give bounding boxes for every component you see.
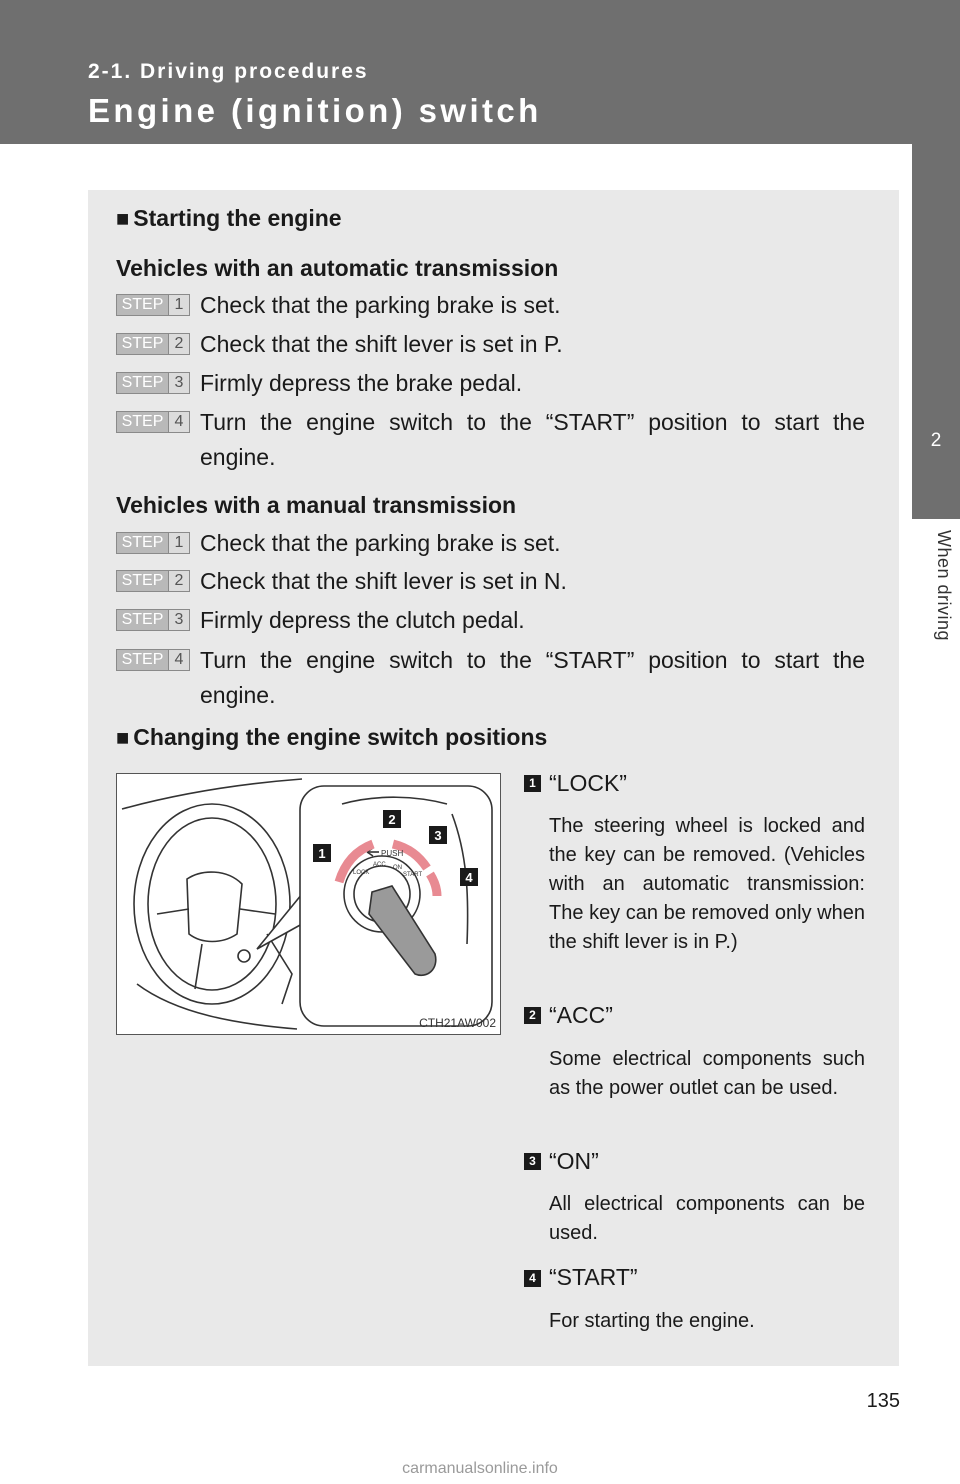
square-bullet-icon: ■ [116, 206, 130, 231]
position-name: “LOCK” [549, 770, 627, 796]
position-name: “ACC” [549, 1002, 613, 1028]
step-badge: STEP 3 [116, 609, 190, 631]
step-badge: STEP 4 [116, 411, 190, 433]
position-number-badge: 3 [524, 1153, 541, 1170]
position-number-badge: 4 [524, 1270, 541, 1287]
dial-label: ON [393, 865, 402, 871]
small-keyhole [238, 950, 250, 962]
position-name: “ON” [549, 1148, 599, 1174]
step-text: Turn the engine switch to the “START” position to start the engine. [200, 409, 865, 470]
position-name: “START” [549, 1264, 638, 1290]
starting-heading [116, 205, 342, 232]
changing-heading [116, 724, 547, 751]
push-label: PUSH [381, 849, 404, 858]
manual-heading: Vehicles with a manual transmission [116, 492, 517, 518]
page-number: 135 [866, 1390, 900, 1412]
step-badge: STEP 2 [116, 570, 190, 592]
callout-number: 3 [434, 828, 442, 843]
dial-label: START [403, 872, 423, 878]
step-badge: STEP 2 [116, 333, 190, 355]
step-badge: STEP 4 [116, 649, 190, 671]
step-badge: STEP 1 [116, 532, 190, 554]
step-text: Check that the shift lever is set in P. [200, 331, 563, 357]
square-bullet-icon: ■ [116, 725, 130, 750]
page-title: Engine (ignition) switch [88, 92, 542, 129]
steering-spoke [195, 944, 202, 989]
chapter-tab[interactable] [912, 144, 960, 519]
position-number-badge: 2 [524, 1007, 541, 1024]
position-description: All electrical components can be used. [549, 1193, 865, 1244]
callout-number: 1 [318, 846, 326, 861]
dial-label: LOCK [353, 870, 370, 876]
ignition-illustration [117, 774, 499, 1033]
dial-label: ACC [373, 862, 386, 868]
position-number-badge: 1 [524, 775, 541, 792]
step-text: Turn the engine switch to the “START” position to start the engine. [200, 647, 865, 708]
chapter-tab-label: When driving [934, 530, 954, 642]
ignition-switch-figure [116, 773, 501, 1035]
step-badge: STEP 1 [116, 294, 190, 316]
position-description: For starting the engine. [549, 1310, 755, 1332]
steering-wheel-rim [134, 804, 290, 1004]
step-text: Check that the parking brake is set. [200, 530, 561, 556]
step-text: Check that the parking brake is set. [200, 292, 561, 318]
callout-wedge [257, 894, 302, 949]
figure-code: CTH21AW002 [419, 1016, 496, 1030]
section-label: 2-1. Driving procedures [88, 60, 369, 83]
steering-spoke [240, 909, 275, 914]
chapter-tab-number: 2 [930, 430, 942, 451]
callout-number: 2 [388, 812, 396, 827]
position-description: The steering wheel is locked and the key can be removed. (Vehicles with an automatic transmission: The key can be removed only when the shift lever is in P.) [549, 815, 865, 953]
step-text: Firmly depress the clutch pedal. [200, 607, 525, 633]
step-badge: STEP 3 [116, 372, 190, 394]
steering-spoke [157, 909, 189, 914]
position-description: Some electrical components such as the power outlet can be used. [549, 1048, 865, 1099]
automatic-heading: Vehicles with an automatic transmission [116, 255, 559, 281]
starting-heading-text: Starting the engine [133, 205, 342, 231]
steering-wheel-rim-inner [148, 818, 276, 990]
callout-number: 4 [465, 870, 473, 885]
step-text: Firmly depress the brake pedal. [200, 370, 523, 396]
dashboard-line [137, 984, 297, 1029]
watermark: carmanualsonline.info [402, 1460, 558, 1477]
steering-wheel-hub [187, 872, 242, 941]
changing-heading-text: Changing the engine switch positions [133, 724, 548, 750]
step-text: Check that the shift lever is set in N. [200, 568, 567, 594]
